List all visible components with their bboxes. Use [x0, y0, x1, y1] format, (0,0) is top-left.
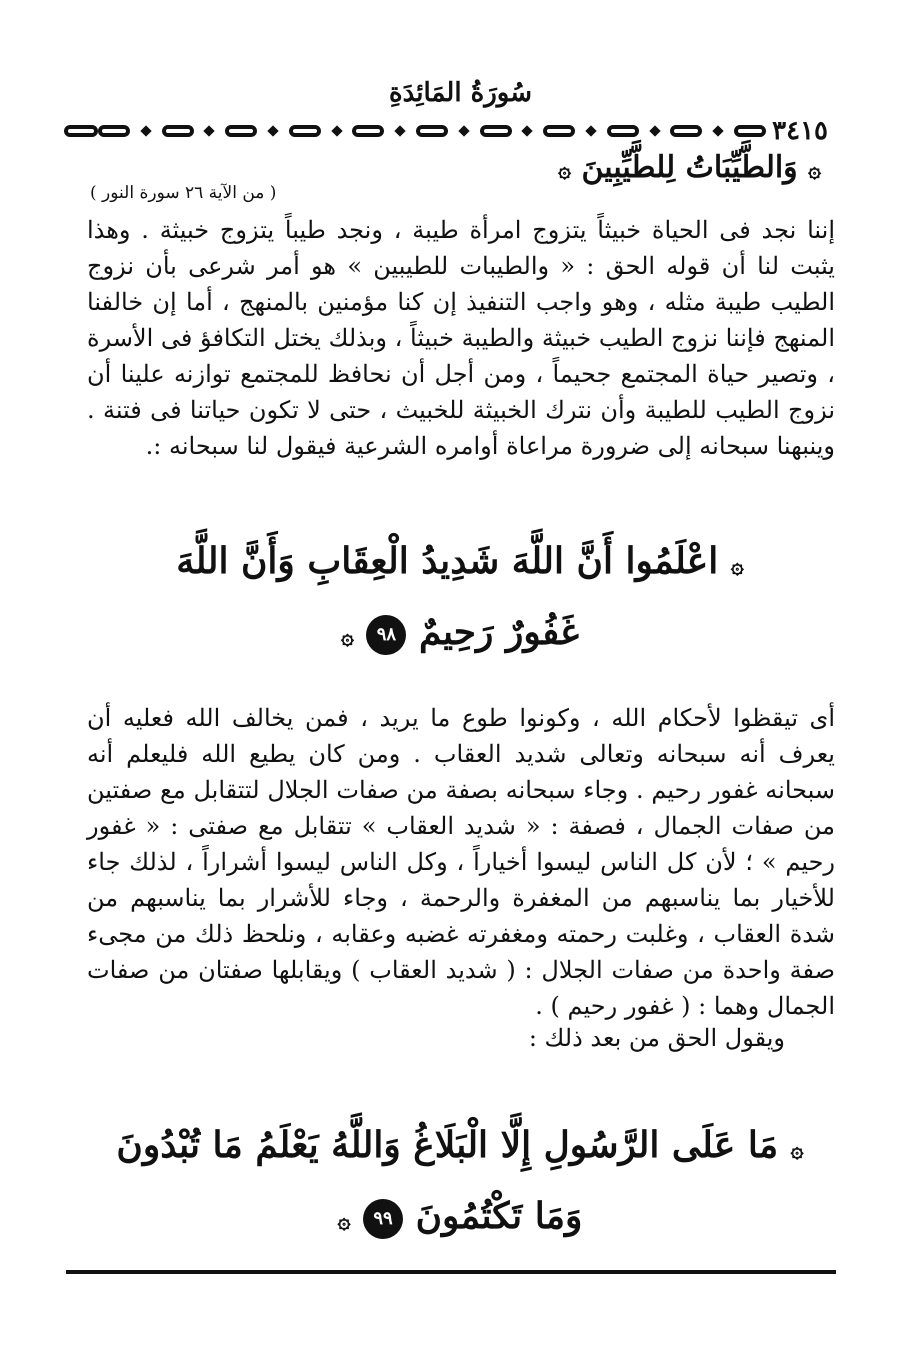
chain-oval: [480, 125, 512, 137]
chain-diamond: [331, 125, 342, 136]
transition-line: ويقول الحق من بعد ذلك :: [528, 1024, 785, 1052]
ornament-icon: ۞: [730, 553, 744, 579]
chain-oval: [98, 125, 130, 137]
chain-diamond: [458, 125, 469, 136]
chain-diamond: [395, 125, 406, 136]
verse-text: اعْلَمُوا أَنَّ اللَّهَ شَدِيدُ الْعِقَابِ وَأَنَّ اللَّهَ: [176, 540, 719, 582]
chain-diamond: [712, 125, 723, 136]
chain-diamond: [140, 125, 151, 136]
verse-source: ( من الآية ٢٦ سورة النور ): [90, 183, 277, 203]
chain-oval: [543, 125, 575, 137]
verse-line: [110, 528, 810, 599]
chain-oval: [225, 125, 257, 137]
chain-oval: [607, 125, 639, 137]
ayah-number-badge: ٩٩: [363, 1199, 403, 1239]
chain-oval: [162, 125, 194, 137]
ornamental-chain: [98, 125, 766, 137]
surah-title: سُورَةُ المَائِدَةِ: [388, 78, 533, 108]
chain-diamond: [649, 125, 660, 136]
verse-reference-text: وَالطَّيِّبَاتُ لِلطَّيِّبِينَ: [581, 150, 798, 185]
verse-reference: [558, 150, 821, 185]
verse-line: [110, 1183, 810, 1254]
page-number: ٣٤١٥: [772, 116, 828, 146]
ornament-icon: ۞: [790, 1137, 804, 1163]
chain-diamond: [267, 125, 278, 136]
chain-diamond: [204, 125, 215, 136]
paragraph-1: إننا نجد فى الحياة خبيثاً يتزوج امرأة طيبة ، ونجد طيباً يتزوج خبيثة . وهذا يثبت لنا أن قوله الحق : « والطيبات للطيبين » هو أمر شرعى بأن نزوج الطيب طيبة مثله ، وهو واجب التنفيذ إن كنا مؤمنين بالمنهج ، أما إن خالفنا المنهج فإننا نزوج الطيب خبيثة والطيبة خبيثاً ، وبذلك يختل التكافؤ فى الأسرة ، وتصير حياة المجتمع جحيماً ، ومن أجل أن نحافظ للمجتمع توازنه علينا أن نزوج الطيب للطيبة وأن نترك الخبيثة للخبيث ، حتى لا تكون حياتنا فى فتنة . وينبهنا سبحانه إلى ضرورة مراعاة أوامره الشرعية فيقول لنا سبحانه :.: [87, 216, 835, 460]
chain-end-oval: [64, 125, 98, 137]
chain-oval: [289, 125, 321, 137]
ayah-number-badge: ٩٨: [366, 615, 406, 655]
ornament-icon: ۞: [337, 1208, 351, 1234]
quran-verse-99: [110, 1112, 810, 1254]
chain-oval: [734, 125, 766, 137]
page-header-border: [64, 118, 834, 144]
verse-line: [110, 599, 810, 670]
ornament-icon: ۞: [558, 157, 572, 183]
verse-text: غَفُورٌ رَحِيمٌ: [418, 611, 579, 653]
ornament-icon: ۞: [341, 624, 354, 650]
chain-oval: [352, 125, 384, 137]
chain-oval: [416, 125, 448, 137]
verse-line: [110, 1112, 810, 1183]
chain-diamond: [585, 125, 596, 136]
ornament-icon: ۞: [808, 157, 821, 183]
bottom-rule: [66, 1270, 836, 1274]
verse-text: مَا عَلَى الرَّسُولِ إِلَّا الْبَلَاغُ وَاللَّهُ يَعْلَمُ مَا تُبْدُونَ: [116, 1124, 779, 1166]
paragraph-2: أى تيقظوا لأحكام الله ، وكونوا طوع ما يريد ، فمن يخالف الله فعليه أن يعرف أنه سبحانه وتعالى شديد العقاب . ومن كان يطيع الله فليعلم أنه سبحانه غفور رحيم . وجاء سبحانه بصفة من صفات الجلال لتتقابل مع صفتين من صفات الجمال ، فصفة : « شديد العقاب » تتقابل مع صفتى : « غفور رحيم » ؛ لأن كل الناس ليسوا أخياراً ، وكل الناس ليسوا أشراراً ، لذلك جاء للأخيار بما يناسبهم من المغفرة والرحمة ، وجاء للأشرار بما يناسبهم من شدة العقاب ، وغلبت رحمته ومغفرته غضبه وعقابه ، ونلحظ ذلك من مجىء صفة واحدة من صفات الجلال : ( شديد العقاب ) ويقابلها صفتان من صفات الجمال وهما : ( غفور رحيم ) .: [87, 704, 835, 1020]
verse-text: وَمَا تَكْتُمُونَ: [415, 1195, 583, 1237]
chain-diamond: [522, 125, 533, 136]
quran-verse-98: [110, 528, 810, 670]
chain-oval: [670, 125, 702, 137]
